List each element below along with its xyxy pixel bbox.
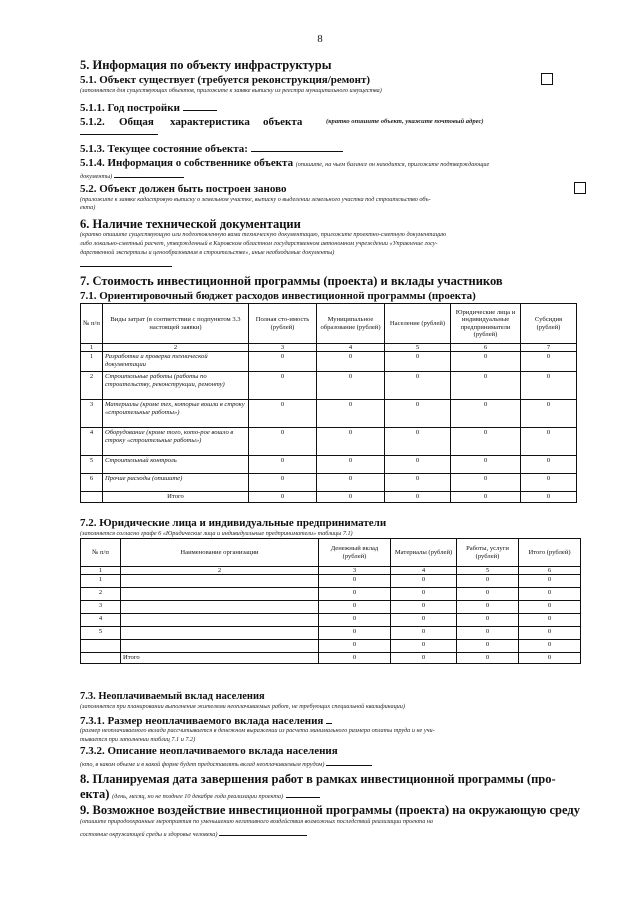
cost-type-cell: Разработка и проверка технической документации xyxy=(103,352,249,372)
section-8-title-2: екта) xyxy=(80,787,110,801)
entities-header-cell: Работы, услуги (рублей) xyxy=(457,539,519,567)
amount-cell[interactable]: 0 xyxy=(249,352,317,372)
amount-cell[interactable]: 0 xyxy=(519,640,581,653)
budget-table xyxy=(80,303,577,503)
page-number: 8 xyxy=(317,33,323,45)
year-label: 5.1.1. Год постройки xyxy=(80,102,180,114)
row-number-cell: 3 xyxy=(81,601,121,614)
amount-cell[interactable]: 0 xyxy=(521,400,577,428)
budget-header-cell: Виды затрат (в соответствии с подпунктом 3.3 настоящей заявки) xyxy=(103,304,249,344)
legal-entities-table xyxy=(80,538,581,664)
amount-cell[interactable]: 0 xyxy=(385,372,451,400)
column-number: 4 xyxy=(317,344,385,352)
budget-header-cell: Полная сто-имость (рублей) xyxy=(249,304,317,344)
section-5-1-2-row xyxy=(80,116,560,128)
amount-cell[interactable]: 0 xyxy=(317,428,385,456)
cost-type-cell: Оборудование (кроме того, кото-рое вошло в строку «строительные работы») xyxy=(103,428,249,456)
amount-cell[interactable]: 0 xyxy=(391,601,457,614)
entity-row xyxy=(81,601,581,614)
amount-cell[interactable]: 0 xyxy=(391,627,457,640)
completion-date-field[interactable] xyxy=(286,791,320,798)
section-6-note-2: либо локально-сметный расчет, утвержденный в Кировском областном государственном автономном учреждении «Управление госу- xyxy=(80,240,438,247)
entity-row xyxy=(81,640,581,653)
section-5-1-2-word1: Общая xyxy=(119,116,154,128)
amount-cell[interactable]: 0 xyxy=(519,588,581,601)
amount-cell[interactable]: 0 xyxy=(249,428,317,456)
row-number-cell xyxy=(81,653,121,663)
amount-cell[interactable]: 0 xyxy=(385,400,451,428)
total-cell[interactable]: 0 xyxy=(519,653,581,663)
amount-cell[interactable]: 0 xyxy=(521,428,577,456)
amount-cell[interactable]: 0 xyxy=(457,614,519,627)
amount-cell[interactable]: 0 xyxy=(451,456,521,474)
amount-cell[interactable]: 0 xyxy=(249,474,317,492)
section-9-note-2: состояние окружающей среды и здоровье человека) xyxy=(80,831,218,838)
total-cell[interactable]: 0 xyxy=(319,653,391,663)
section-5-1-2-number: 5.1.2. xyxy=(80,116,105,128)
row-number-cell: 4 xyxy=(81,428,103,456)
budget-row xyxy=(81,400,577,428)
row-number-cell xyxy=(81,640,121,653)
owner-info-label: 5.1.4. Информация о собственнике объекта xyxy=(80,157,294,169)
budget-row xyxy=(81,474,577,492)
amount-cell[interactable]: 0 xyxy=(519,614,581,627)
column-number: 6 xyxy=(451,344,521,352)
unpaid-description-field[interactable] xyxy=(326,759,372,766)
column-number: 7 xyxy=(521,344,577,352)
section-5-1-2-note: (кратко опишите объект, укажите почтовый адрес) xyxy=(326,118,484,125)
section-5-1-note: (заполняется для существующих объектов, приложите к заявке выписку из реестра муниципального имущества) xyxy=(80,87,382,94)
environment-impact-field[interactable] xyxy=(219,829,307,836)
section-7-3-1-row xyxy=(80,714,332,727)
column-number: 1 xyxy=(81,344,103,352)
amount-cell[interactable]: 0 xyxy=(519,601,581,614)
section-5-2-note: (приложите к заявке кадастровую выписку о земельном участке, выписку о выделении земельного участка под строительство объ- xyxy=(80,196,431,203)
section-5-1-4-row xyxy=(80,157,489,170)
total-label: Итого xyxy=(103,492,249,502)
amount-cell[interactable]: 0 xyxy=(519,627,581,640)
column-number: 1 xyxy=(81,567,121,575)
amount-cell[interactable]: 0 xyxy=(451,400,521,428)
row-number-cell: 2 xyxy=(81,588,121,601)
unpaid-size-label: 7.3.1. Размер неоплачиваемого вклада населения xyxy=(80,715,324,727)
total-cell[interactable]: 0 xyxy=(391,653,457,663)
total-cell[interactable]: 0 xyxy=(457,653,519,663)
amount-cell[interactable]: 0 xyxy=(451,372,521,400)
amount-cell[interactable]: 0 xyxy=(521,474,577,492)
row-number-cell xyxy=(81,492,103,502)
amount-cell[interactable]: 0 xyxy=(319,614,391,627)
row-number-cell: 6 xyxy=(81,474,103,492)
amount-cell[interactable]: 0 xyxy=(317,456,385,474)
amount-cell[interactable]: 0 xyxy=(457,575,519,588)
amount-cell[interactable]: 0 xyxy=(249,456,317,474)
section-7-3-2-heading: 7.3.2. Описание неоплачиваемого вклада населения xyxy=(80,745,338,757)
column-number: 3 xyxy=(319,567,391,575)
owner-info-note-2 xyxy=(80,171,184,181)
organization-name-cell[interactable] xyxy=(121,640,319,653)
cost-type-cell: Материалы (кроме тех, которые вошли в строку «строительные работы») xyxy=(103,400,249,428)
section-9-note-1: (опишите природоохранные мероприятия по уменьшению негативного воздействия возможных последствий реализации проекта на xyxy=(80,818,434,825)
unpaid-size-field[interactable] xyxy=(326,714,332,724)
amount-cell[interactable]: 0 xyxy=(319,588,391,601)
amount-cell[interactable]: 0 xyxy=(521,456,577,474)
section-9-row xyxy=(80,829,307,839)
amount-cell[interactable]: 0 xyxy=(521,372,577,400)
section-9-title: 9. Возможное воздействие инвестиционной программы (проекта) на окружающую среду xyxy=(80,803,580,817)
budget-header-cell: Субсидия (рублей) xyxy=(521,304,577,344)
entities-column-numbers xyxy=(81,567,581,575)
owner-info-note: (опишите, на чьем балансе он находится, приложите подтверждающие xyxy=(295,161,490,168)
amount-cell[interactable]: 0 xyxy=(319,601,391,614)
owner-info-field[interactable] xyxy=(114,171,184,178)
organization-name-cell[interactable] xyxy=(121,575,319,588)
column-number: 2 xyxy=(121,567,319,575)
amount-cell[interactable]: 0 xyxy=(521,352,577,372)
row-number-cell: 1 xyxy=(81,352,103,372)
amount-cell[interactable]: 0 xyxy=(391,575,457,588)
column-number: 3 xyxy=(249,344,317,352)
entities-header-cell: Денежный вклад (рублей) xyxy=(319,539,391,567)
amount-cell[interactable]: 0 xyxy=(451,474,521,492)
budget-row xyxy=(81,372,577,400)
section-6-note-3: дарственной экспертизы и ценообразования в строительстве», иные необходимые документы) xyxy=(80,249,335,256)
section-8-title: 8. Планируемая дата завершения работ в рамках инвестиционной программы (про- xyxy=(80,772,556,786)
amount-cell[interactable]: 0 xyxy=(317,474,385,492)
entities-header-cell: № п/п xyxy=(81,539,121,567)
amount-cell[interactable]: 0 xyxy=(319,627,391,640)
amount-cell[interactable]: 0 xyxy=(451,352,521,372)
amount-cell[interactable]: 0 xyxy=(457,601,519,614)
description-line[interactable] xyxy=(80,134,158,135)
checkbox-build-new[interactable] xyxy=(574,182,586,194)
amount-cell[interactable]: 0 xyxy=(451,428,521,456)
section-5-1-3-row xyxy=(80,142,343,155)
owner-info-note-2-text: документы) xyxy=(80,173,113,180)
row-number-cell: 3 xyxy=(81,400,103,428)
amount-cell[interactable]: 0 xyxy=(457,640,519,653)
amount-cell[interactable]: 0 xyxy=(249,400,317,428)
current-state-field[interactable] xyxy=(251,142,343,152)
section-7-3-note: (заполняется при планировании выполнения жителями неоплачиваемых работ, не требующих специальной квалификации) xyxy=(80,703,405,710)
section-6-title: 6. Наличие технической документации xyxy=(80,217,301,231)
section-8-row xyxy=(80,787,320,802)
cost-type-cell: Строительный контроль xyxy=(103,456,249,474)
budget-header-cell: Юридические лица и индивидуальные предприниматели (рублей) xyxy=(451,304,521,344)
entities-header-cell: Наименование организации xyxy=(121,539,319,567)
section-5-title: 5. Информация по объекту инфраструктуры xyxy=(80,58,332,72)
row-number-cell: 4 xyxy=(81,614,121,627)
total-label: Итого xyxy=(121,653,319,663)
section-8-note: (день, месяц, но не позднее 10 декабря года реализации проекта) xyxy=(112,793,284,800)
entity-row xyxy=(81,627,581,640)
section-7-2-heading: 7.2. Юридические лица и индивидуальные предприниматели xyxy=(80,517,387,529)
amount-cell[interactable]: 0 xyxy=(385,474,451,492)
column-number: 5 xyxy=(385,344,451,352)
organization-name-cell[interactable] xyxy=(121,601,319,614)
row-number-cell: 5 xyxy=(81,456,103,474)
column-number: 6 xyxy=(519,567,581,575)
amount-cell[interactable]: 0 xyxy=(319,640,391,653)
amount-cell[interactable]: 0 xyxy=(249,372,317,400)
section-5-1-heading: 5.1. Объект существует (требуется реконструкция/ремонт) xyxy=(80,74,371,86)
total-cell[interactable]: 0 xyxy=(249,492,317,502)
year-field[interactable] xyxy=(183,101,217,111)
section-7-3-1-note: (размер неоплачиваемого вклада рассчитывается в денежном выражении из расчета минимального размера оплаты труда и не учи- xyxy=(80,727,435,734)
amount-cell[interactable]: 0 xyxy=(457,588,519,601)
total-cell[interactable]: 0 xyxy=(385,492,451,502)
section-7-3-1-note-2: тывается при заполнении таблиц 7.1 и 7.2) xyxy=(80,736,196,743)
section-7-title: 7. Стоимость инвестиционной программы (проекта) и вклады участников xyxy=(80,274,503,288)
amount-cell[interactable]: 0 xyxy=(317,352,385,372)
organization-name-cell[interactable] xyxy=(121,588,319,601)
section-6-line[interactable] xyxy=(80,266,172,267)
budget-row xyxy=(81,428,577,456)
budget-header-cell: Население (рублей) xyxy=(385,304,451,344)
unpaid-description-note: (кто, в каком объеме и в какой форме будет предоставлять вклад неоплачиваемым трудом) xyxy=(80,761,325,768)
entities-header-cell: Материалы (рублей) xyxy=(391,539,457,567)
column-number: 4 xyxy=(391,567,457,575)
section-7-3-heading: 7.3. Неоплачиваемый вклад населения xyxy=(80,691,265,702)
section-5-2-heading: 5.2. Объект должен быть построен заново xyxy=(80,183,287,195)
total-cell[interactable]: 0 xyxy=(521,492,577,502)
row-number-cell: 1 xyxy=(81,575,121,588)
organization-name-cell[interactable] xyxy=(121,627,319,640)
cost-type-cell: Строительные работы (работы по строительству, реконструкции, ремонту) xyxy=(103,372,249,400)
budget-header-cell: № п/п xyxy=(81,304,103,344)
section-7-3-2-row xyxy=(80,759,372,769)
section-5-1-2-word2: характеристика xyxy=(170,116,250,128)
amount-cell[interactable]: 0 xyxy=(391,614,457,627)
entity-row xyxy=(81,614,581,627)
cost-type-cell: Прочие расходы (опишите) xyxy=(103,474,249,492)
current-state-label: 5.1.3. Текущее состояние объекта: xyxy=(80,143,248,155)
budget-total-row xyxy=(81,492,577,502)
section-7-2-note: (заполняется согласно графе 6 «Юридические лица и индивидуальные предприниматели» таблицы 7.1) xyxy=(80,530,353,537)
budget-row xyxy=(81,456,577,474)
column-number: 5 xyxy=(457,567,519,575)
section-5-1-1-row xyxy=(80,101,217,114)
entities-header-row xyxy=(81,539,581,567)
section-7-1-heading: 7.1. Ориентировочный бюджет расходов инвестиционной программы (проекта) xyxy=(80,290,476,302)
amount-cell[interactable]: 0 xyxy=(391,640,457,653)
section-6-note-1: (кратко опишите существующую или подготовленную вами техническую документацию, приложите проектно-сметную документацию xyxy=(80,231,447,238)
amount-cell[interactable]: 0 xyxy=(391,588,457,601)
budget-column-numbers xyxy=(81,344,577,352)
section-5-2-note-2: екта) xyxy=(80,204,96,211)
amount-cell[interactable]: 0 xyxy=(385,352,451,372)
budget-header-row xyxy=(81,304,577,344)
entities-total-row xyxy=(81,653,581,663)
budget-header-cell: Муниципальное образование (рублей) xyxy=(317,304,385,344)
amount-cell[interactable]: 0 xyxy=(319,575,391,588)
entity-row xyxy=(81,575,581,588)
total-cell[interactable]: 0 xyxy=(451,492,521,502)
amount-cell[interactable]: 0 xyxy=(317,400,385,428)
amount-cell[interactable]: 0 xyxy=(519,575,581,588)
checkbox-object-exists[interactable] xyxy=(541,73,553,85)
amount-cell[interactable]: 0 xyxy=(385,456,451,474)
row-number-cell: 5 xyxy=(81,627,121,640)
entity-row xyxy=(81,588,581,601)
row-number-cell: 2 xyxy=(81,372,103,400)
budget-row xyxy=(81,352,577,372)
amount-cell[interactable]: 0 xyxy=(385,428,451,456)
entities-header-cell: Итого (рублей) xyxy=(519,539,581,567)
organization-name-cell[interactable] xyxy=(121,614,319,627)
section-5-1-2-word3: объекта xyxy=(263,116,303,128)
amount-cell[interactable]: 0 xyxy=(317,372,385,400)
amount-cell[interactable]: 0 xyxy=(457,627,519,640)
total-cell[interactable]: 0 xyxy=(317,492,385,502)
column-number: 2 xyxy=(103,344,249,352)
